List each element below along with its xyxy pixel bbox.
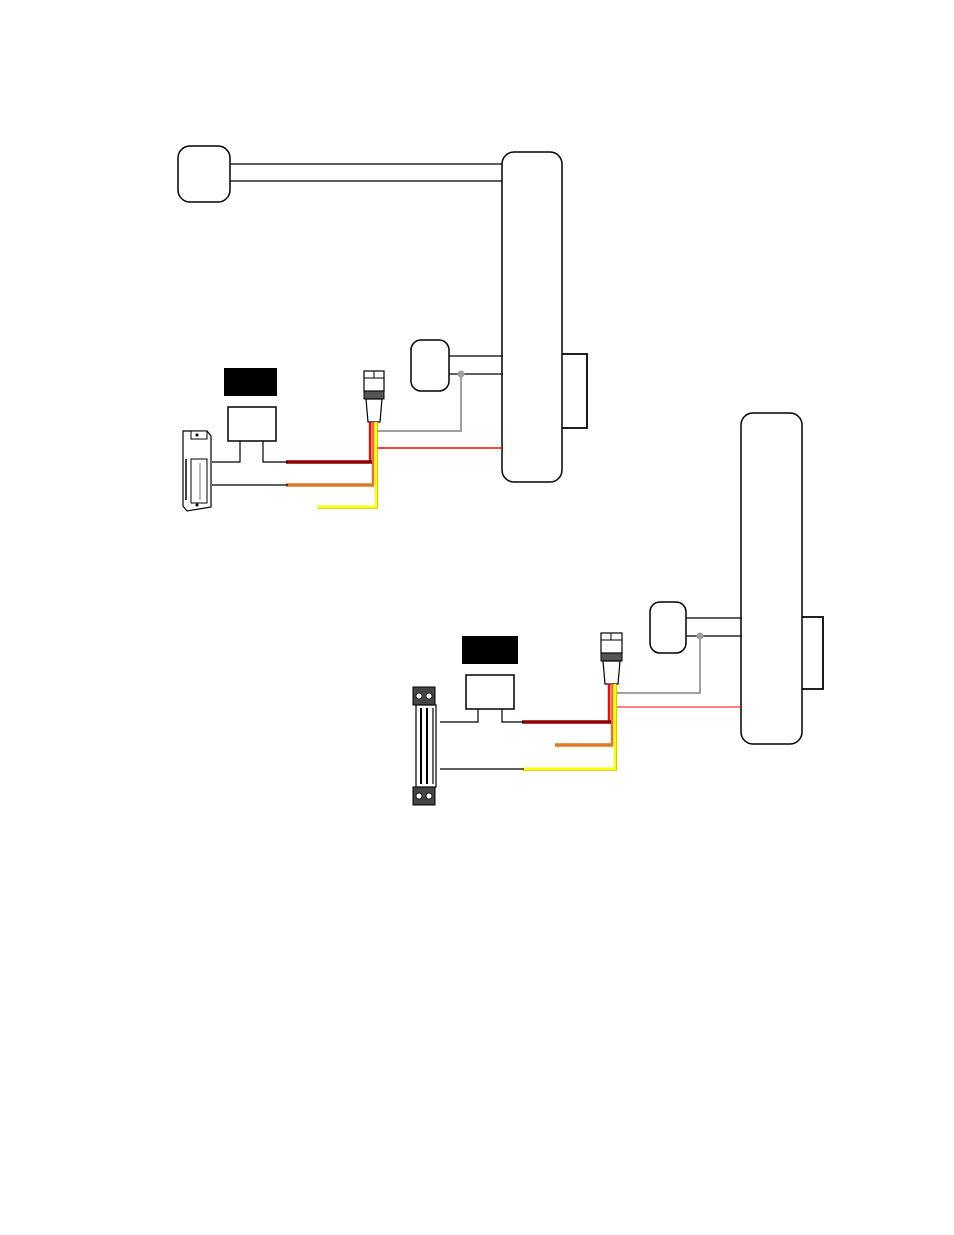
magnetic-lock bbox=[413, 687, 436, 805]
connector-plug bbox=[364, 371, 384, 422]
psu-lead-right bbox=[263, 441, 288, 462]
controller-side-tab-2 bbox=[802, 617, 823, 689]
power-supply-box-2 bbox=[466, 675, 514, 709]
plug-2-wire-yellow-outline bbox=[522, 684, 617, 771]
label-block-2 bbox=[462, 636, 518, 664]
psu-2-lead-right bbox=[502, 709, 524, 722]
controller-unit-2 bbox=[741, 413, 802, 744]
figure-maglock-wiring bbox=[413, 413, 823, 805]
connector-plug-2 bbox=[601, 633, 622, 684]
reader-unit bbox=[178, 146, 230, 202]
plug-wire-yellow bbox=[318, 422, 376, 507]
controller-side-tab bbox=[562, 354, 587, 428]
exit-button-unit-2 bbox=[650, 602, 686, 653]
psu-2-lead-left bbox=[440, 709, 478, 722]
figure-strike-lock-wiring bbox=[178, 146, 587, 511]
power-supply-box bbox=[228, 407, 276, 441]
plug-2-wire-yellow bbox=[522, 684, 615, 769]
label-block bbox=[224, 368, 277, 396]
exit-button-unit bbox=[411, 340, 449, 391]
plug-wire-yellow-outline bbox=[318, 422, 378, 509]
controller-unit bbox=[502, 152, 562, 482]
psu-lead-left bbox=[212, 441, 240, 462]
electric-strike bbox=[183, 431, 211, 511]
